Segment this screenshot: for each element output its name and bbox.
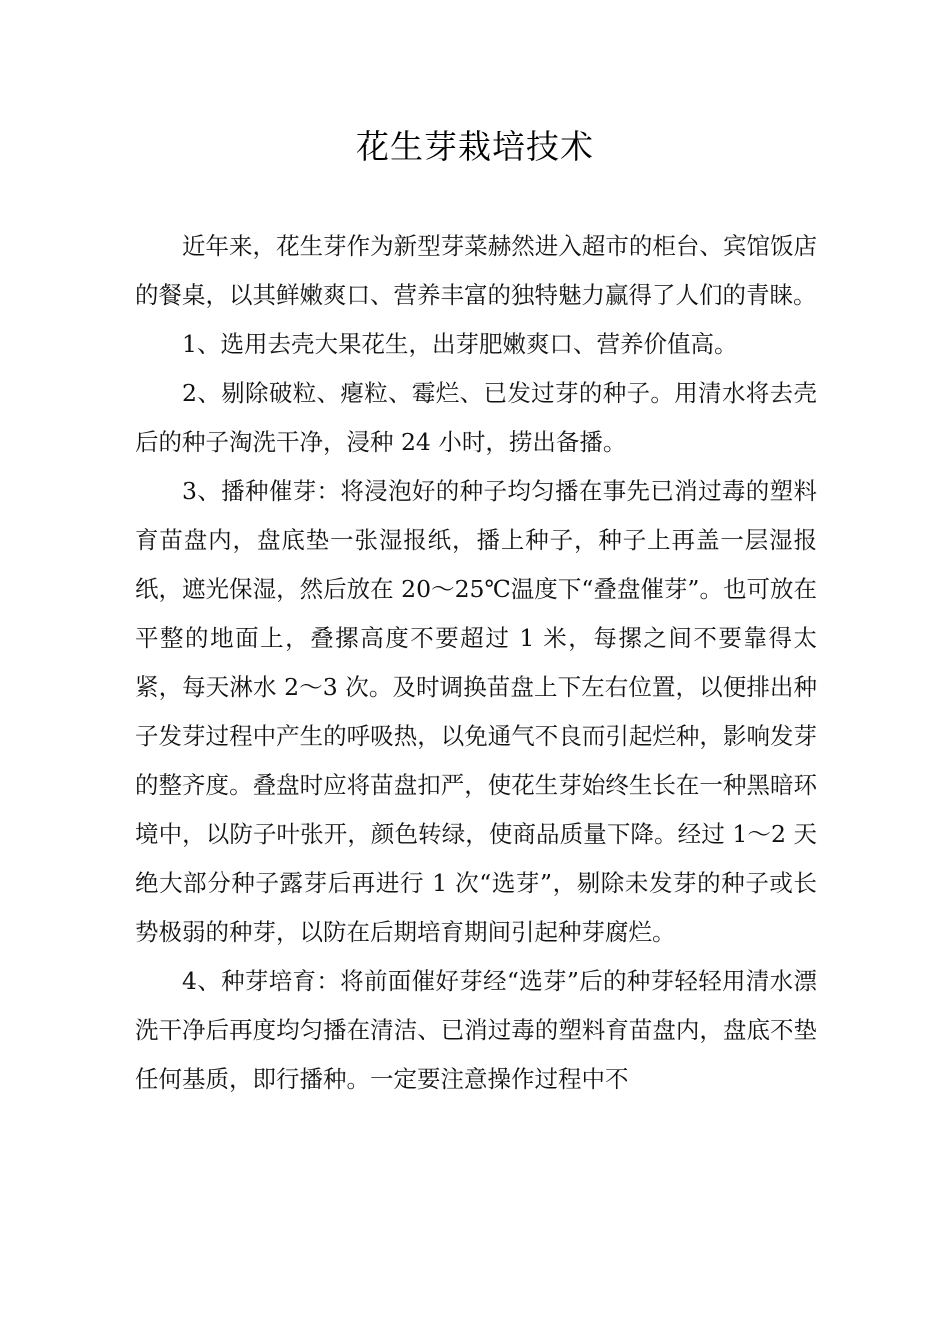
paragraph-step-4: 4、种芽培育：将前面催好芽经“选芽”后的种芽轻轻用清水漂洗干净后再度均匀播在清洁、已消过毒的塑料育苗盘内，盘底不垫任何基质，即行播种。一定要注意操作过程中不 (135, 967, 817, 1093)
paragraph-step-3: 3、播种催芽：将浸泡好的种子均匀播在事先已消过毒的塑料育苗盘内，盘底垫一张湿报纸，播上种子，种子上再盖一层湿报纸，遮光保湿，然后放在 20～25℃温度下“叠盘催芽”。也可放在平整的地面上，叠摞高度不要超过 1 米，每摞之间不要靠得太紧，每天淋水 2～3 次。及时调换苗盘上下左右位置，以便排出种子发芽过程中产生的呼吸热，以免通气不良而引起烂种，影响发芽的整齐度。叠盘时应将苗盘扣严，使花生芽始终生长在一种黑暗环境中，以防子叶张开，颜色转绿，使商品质量下降。经过 1～2 天绝大部分种子露芽后再进行 1 次“选芽”，剔除未发芽的种子或长势极弱的种芽，以防在后期培育期间引起种芽腐烂。 (135, 477, 817, 946)
document-body (135, 222, 817, 1104)
document-title: 花生芽栽培技术 (356, 127, 594, 166)
paragraph-step-2: 2、剔除破粒、瘪粒、霉烂、已发过芽的种子。用清水将去壳后的种子淘洗干净，浸种 24 小时，捞出备播。 (135, 379, 817, 456)
paragraph-step-1: 1、选用去壳大果花生，出芽肥嫩爽口、营养价值高。 (182, 330, 738, 358)
paragraph-intro: 近年来，花生芽作为新型芽菜赫然进入超市的柜台、宾馆饭店的餐桌，以其鲜嫩爽口、营养丰富的独特魅力赢得了人们的青睐。 (135, 232, 817, 309)
